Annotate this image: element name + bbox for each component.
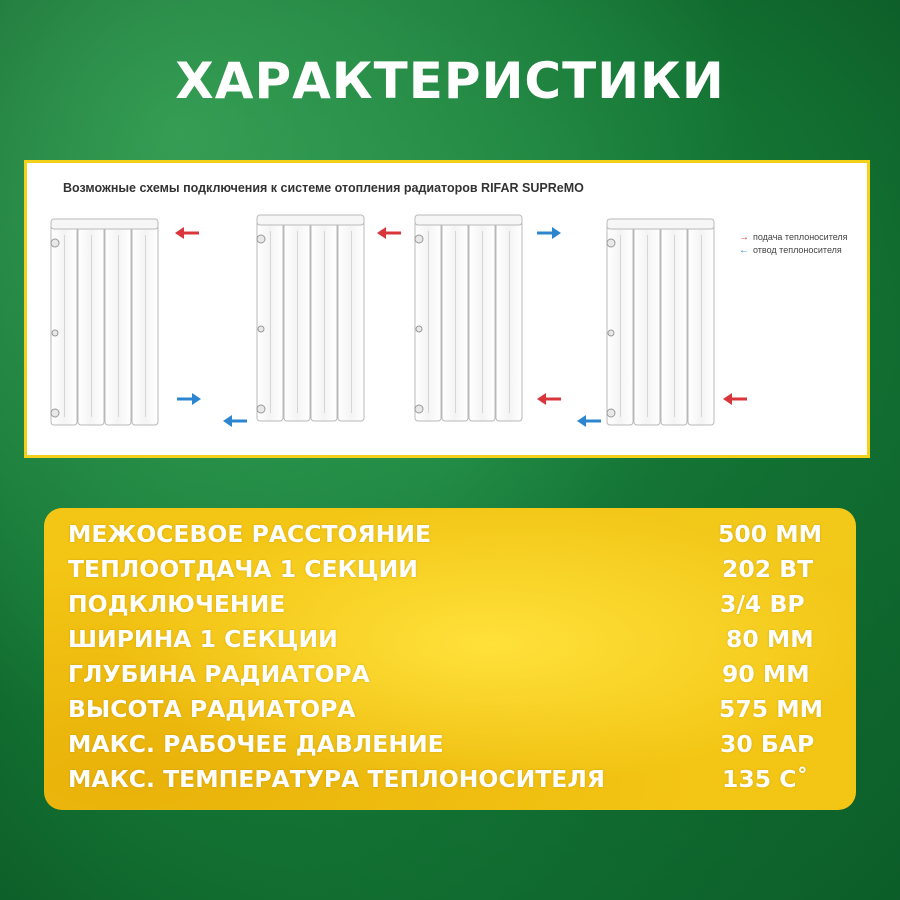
spec-value: 575 ММ — [719, 695, 824, 723]
spec-value: 30 БАР — [720, 730, 815, 758]
radiator-1 — [51, 219, 158, 425]
spec-value: 202 ВТ — [722, 555, 814, 583]
supply-arrow-icon — [723, 393, 747, 405]
supply-arrow-icon — [175, 227, 199, 239]
scheme-heading: Возможные схемы подключения к системе отопления радиаторов RIFAR SUPReMO — [63, 181, 584, 195]
supply-arrow-icon — [537, 393, 561, 405]
spec-label: ТЕПЛООТДАЧА 1 СЕКЦИИ — [68, 555, 418, 583]
spec-label: МЕЖОСЕВОЕ РАССТОЯНИЕ — [68, 520, 431, 548]
page-title: ХАРАКТЕРИСТИКИ — [175, 52, 725, 110]
spec-value: 3/4 ВР — [720, 590, 805, 618]
spec-row — [44, 730, 856, 765]
specs-panel — [44, 508, 856, 810]
return-arrow-icon — [223, 415, 247, 427]
spec-row — [44, 625, 856, 660]
return-arrow-icon: ← — [739, 245, 749, 256]
spec-label: МАКС. ТЕМПЕРАТУРА ТЕПЛОНОСИТЕЛЯ — [68, 765, 605, 793]
return-arrow-icon — [177, 393, 201, 405]
return-arrow-icon — [537, 227, 561, 239]
spec-label: МАКС. РАБОЧЕЕ ДАВЛЕНИЕ — [68, 730, 444, 758]
spec-value: 135 С˚ — [722, 765, 809, 793]
spec-label: ПОДКЛЮЧЕНИЕ — [68, 590, 286, 618]
spec-label: ВЫСОТА РАДИАТОРА — [68, 695, 356, 723]
legend-return-label: отвод теплоносителя — [753, 245, 842, 255]
spec-row — [44, 765, 856, 800]
spec-label: ГЛУБИНА РАДИАТОРА — [68, 660, 370, 688]
radiator-2 — [257, 215, 364, 421]
spec-value: 500 ММ — [718, 520, 823, 548]
spec-value: 90 ММ — [722, 660, 810, 688]
radiator-4 — [607, 219, 714, 425]
spec-row — [44, 555, 856, 590]
supply-arrow-icon — [377, 227, 401, 239]
supply-arrow-icon: → — [739, 232, 749, 243]
legend-supply-label: подача теплоносителя — [753, 232, 848, 242]
connection-scheme-card — [24, 160, 870, 458]
spec-row — [44, 520, 856, 555]
spec-value: 80 ММ — [726, 625, 814, 653]
radiator-3 — [415, 215, 522, 421]
spec-row — [44, 590, 856, 625]
spec-label: ШИРИНА 1 СЕКЦИИ — [68, 625, 338, 653]
scheme-legend — [739, 231, 848, 257]
spec-row — [44, 660, 856, 695]
spec-row — [44, 695, 856, 730]
legend-supply — [739, 231, 848, 244]
return-arrow-icon — [577, 415, 601, 427]
radiator-diagrams — [27, 163, 867, 455]
legend-return — [739, 244, 848, 257]
